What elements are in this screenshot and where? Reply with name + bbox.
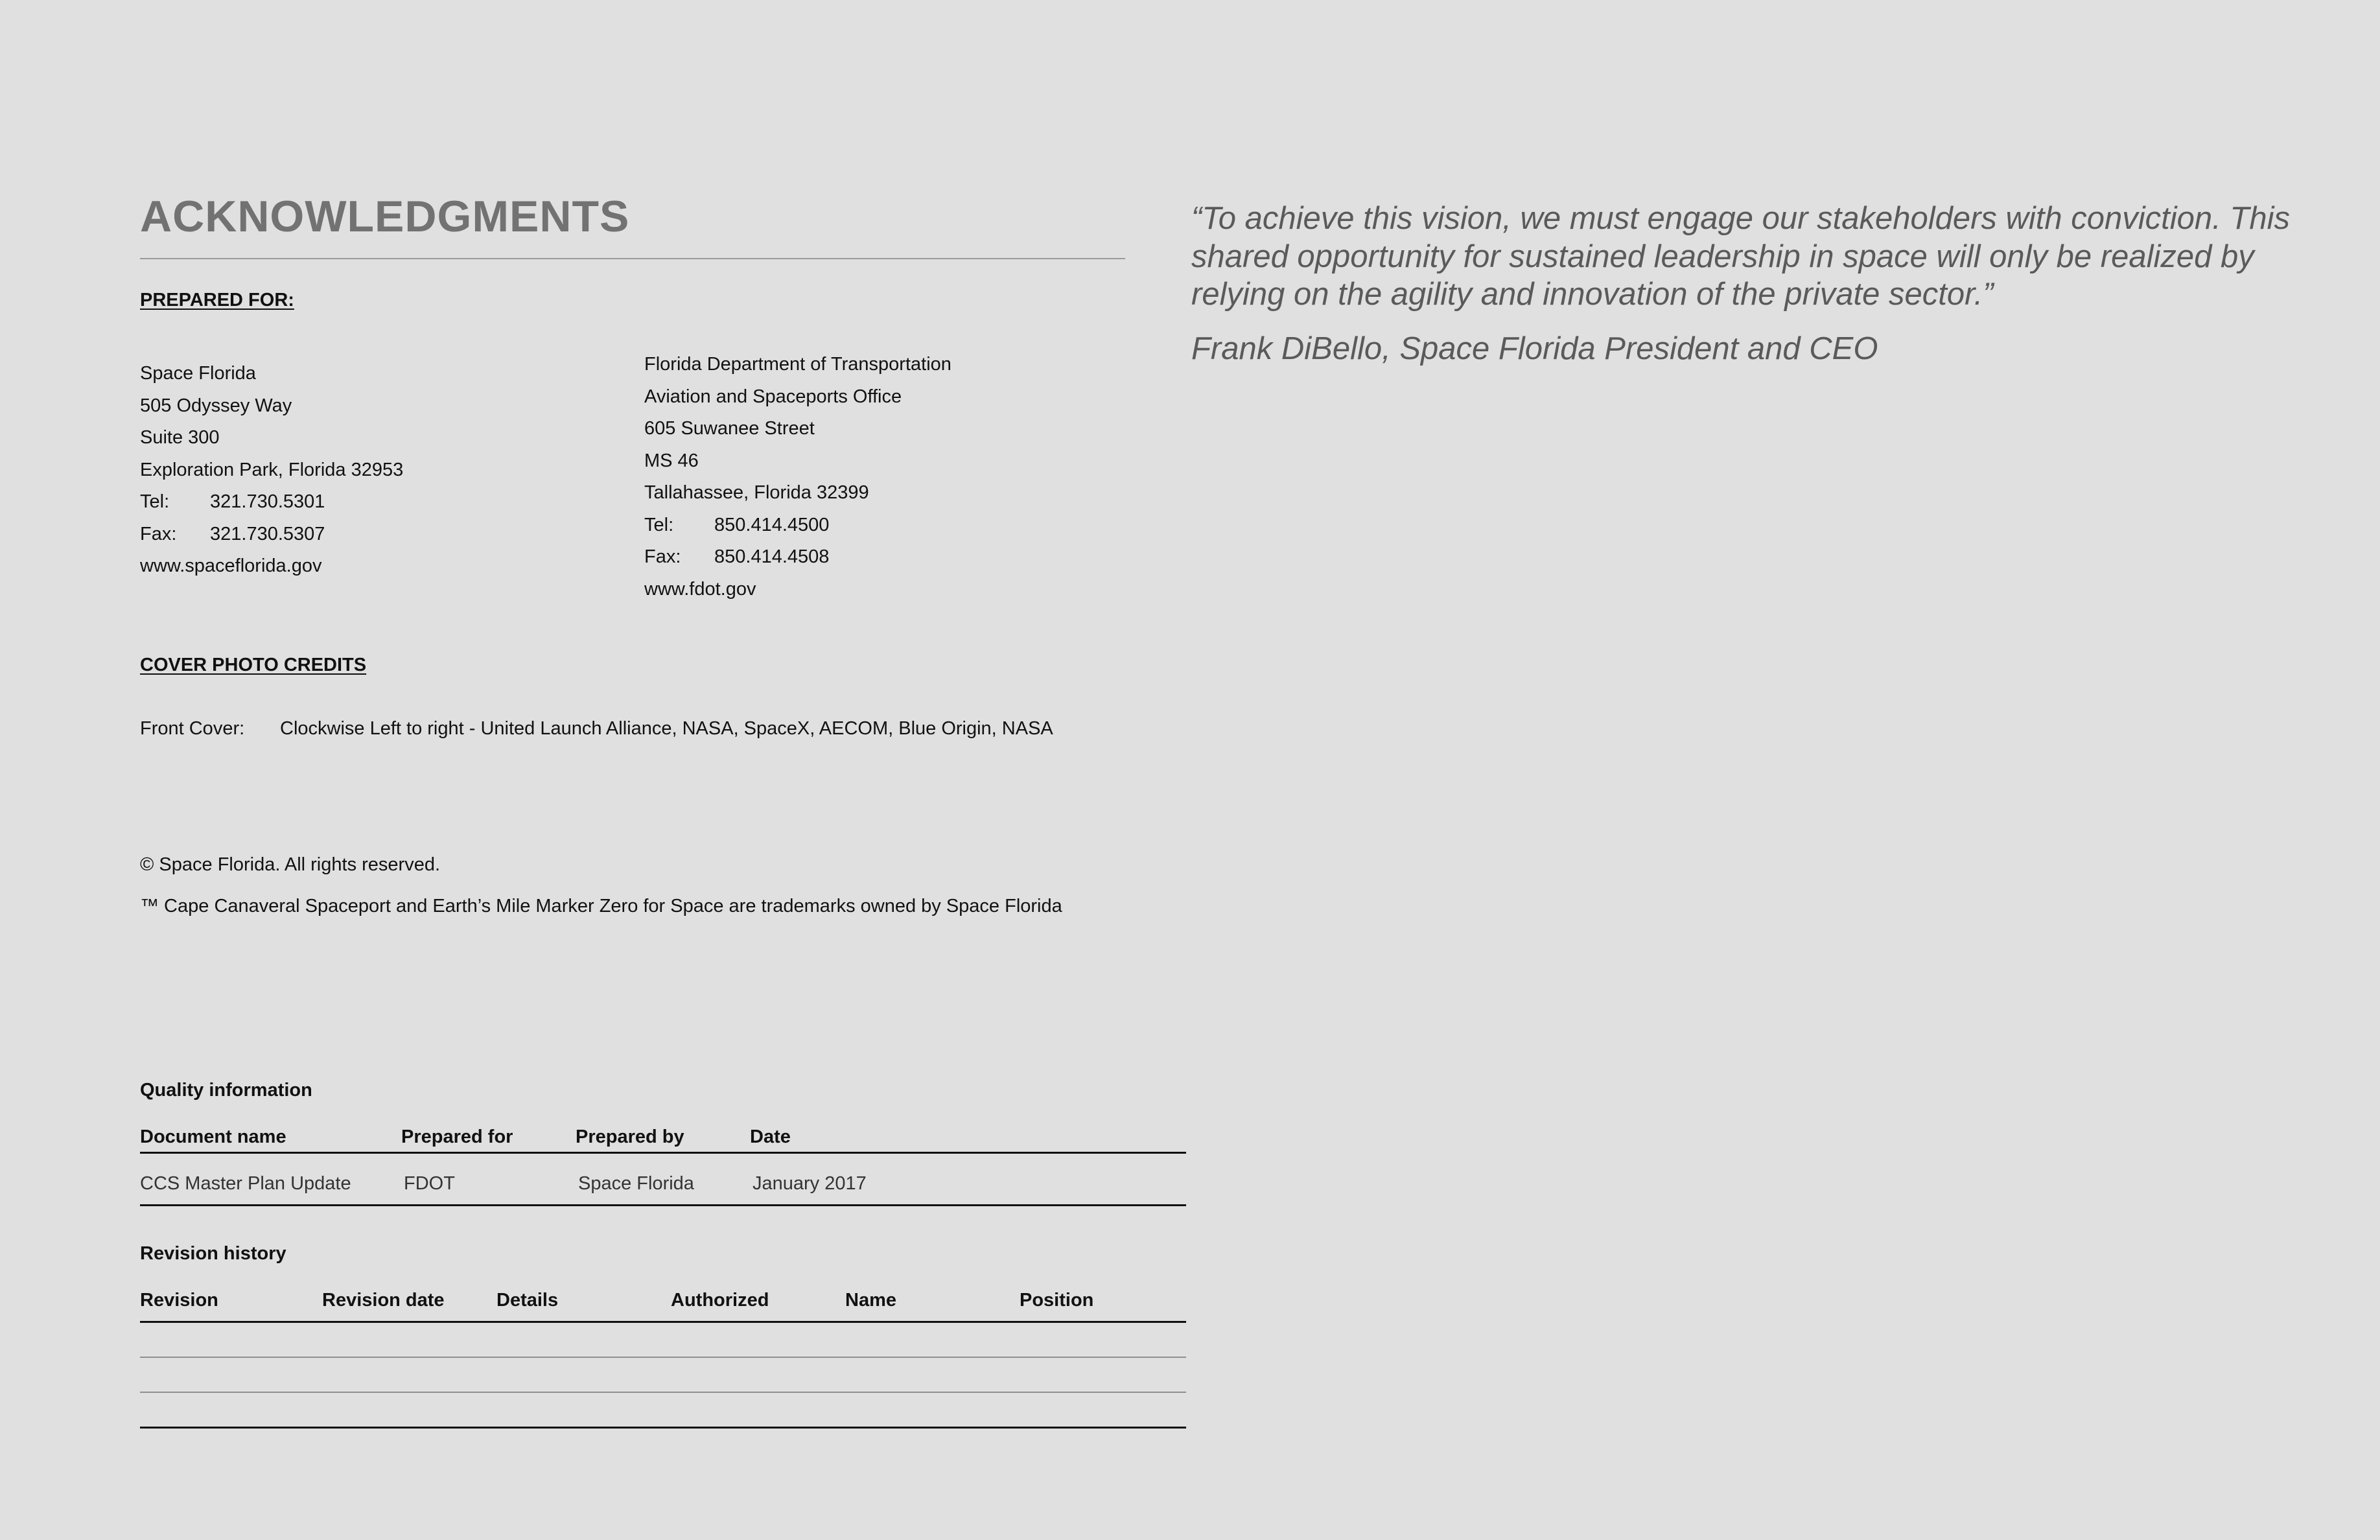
quality-cell-date: January 2017 xyxy=(752,1173,867,1194)
revision-header-details: Details xyxy=(496,1290,559,1311)
quality-table-title: Quality information xyxy=(140,1080,312,1101)
quality-cell-document-name: CCS Master Plan Update xyxy=(140,1173,351,1194)
fdot-web: www.fdot.gov xyxy=(644,578,756,600)
fdot-fax-value: 850.414.4508 xyxy=(714,546,830,567)
quality-header-document-name: Document name xyxy=(140,1126,286,1147)
fdot-tel-label: Tel: xyxy=(644,514,674,535)
quality-header-date: Date xyxy=(750,1126,791,1147)
revision-header-authorized: Authorized xyxy=(671,1290,769,1311)
title-divider xyxy=(140,258,1125,259)
copyright-notice: © Space Florida. All rights reserved. xyxy=(140,854,441,875)
fdot-name: Florida Department of Transportation xyxy=(644,354,951,375)
fdot-street: 605 Suwanee Street xyxy=(644,418,815,439)
sf-tel xyxy=(140,486,403,519)
sf-web: www.spaceflorida.gov xyxy=(140,555,322,576)
quality-bottom-rule xyxy=(140,1204,1186,1206)
page-title: ACKNOWLEDGMENTS xyxy=(140,192,630,241)
revision-row-divider xyxy=(140,1392,1186,1393)
sf-suite: Suite 300 xyxy=(140,427,220,448)
quality-header-rule xyxy=(140,1152,1186,1154)
revision-bottom-rule xyxy=(140,1427,1186,1429)
revision-row-divider xyxy=(140,1357,1186,1358)
cover-credits-label: COVER PHOTO CREDITS xyxy=(140,655,367,675)
sf-name: Space Florida xyxy=(140,363,256,384)
sf-fax-label: Fax: xyxy=(140,523,177,544)
sf-fax-value: 321.730.5307 xyxy=(210,523,325,544)
sf-tel-label: Tel: xyxy=(140,491,170,512)
fdot-fax-label: Fax: xyxy=(644,546,681,567)
front-cover-text: Clockwise Left to right - United Launch Alliance, NASA, SpaceX, AECOM, Blue Origin, NASA xyxy=(280,718,1053,739)
revision-table-title: Revision history xyxy=(140,1243,286,1264)
revision-header-revision-date: Revision date xyxy=(322,1290,445,1311)
fdot-fax xyxy=(644,541,951,574)
quality-header-prepared-for: Prepared for xyxy=(401,1126,513,1147)
sf-street: 505 Odyssey Way xyxy=(140,395,292,416)
space-florida-address xyxy=(140,358,403,583)
fdot-office: Aviation and Spaceports Office xyxy=(644,386,902,407)
sf-city: Exploration Park, Florida 32953 xyxy=(140,459,404,480)
fdot-address xyxy=(644,349,951,605)
fdot-city: Tallahassee, Florida 32399 xyxy=(644,482,869,503)
trademark-notice: ™ Cape Canaveral Spaceport and Earth’s Mile Marker Zero for Space are trademarks owned by Space Florida xyxy=(140,896,1062,916)
front-cover-credit xyxy=(140,718,1053,740)
sf-tel-value: 321.730.5301 xyxy=(210,491,325,512)
revision-header-revision: Revision xyxy=(140,1290,218,1311)
sf-fax xyxy=(140,519,403,551)
fdot-tel-value: 850.414.4500 xyxy=(714,514,830,535)
revision-header-position: Position xyxy=(1020,1290,1094,1311)
quality-cell-prepared-by: Space Florida xyxy=(578,1173,694,1194)
pull-quote: “To achieve this vision, we must engage our stakeholders with conviction. This shared opportunity for sustained leadership in space will only be realized by relying on the agility and innovation of the private sector.” xyxy=(1191,201,2290,312)
fdot-ms: MS 46 xyxy=(644,450,699,471)
revision-header-rule xyxy=(140,1321,1186,1323)
prepared-for-label: PREPARED FOR: xyxy=(140,290,294,310)
quality-header-prepared-by: Prepared by xyxy=(576,1126,684,1147)
fdot-tel xyxy=(644,509,951,542)
quality-cell-prepared-for: FDOT xyxy=(404,1173,455,1194)
front-cover-label: Front Cover: xyxy=(140,718,245,739)
quote-attribution: Frank DiBello, Space Florida President and CEO xyxy=(1191,331,1878,366)
revision-header-name: Name xyxy=(845,1290,896,1311)
